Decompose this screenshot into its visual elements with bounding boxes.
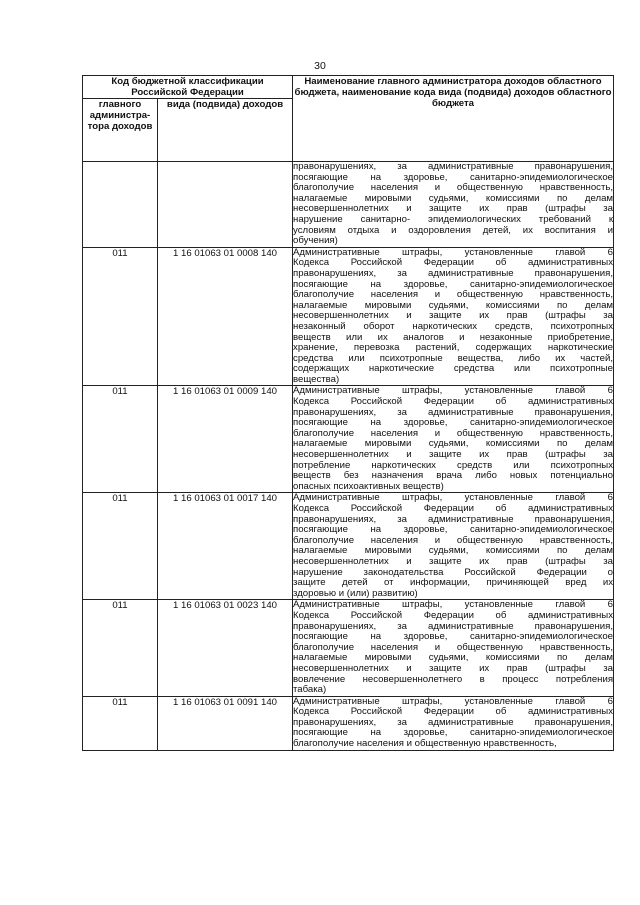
description-line: посягающие на здоровье, санитарно-эпидемиологическое (293, 279, 614, 290)
table-row (83, 696, 614, 750)
description-line: несовершеннолетних и защите их прав (штрафы за (293, 204, 614, 215)
description-line: нарушение законодательства Российской Федерации о (293, 567, 614, 578)
header-income-type-code: вида (подвида) доходов (158, 99, 293, 162)
description-line: Кодекса Российской Федерации об административных (293, 504, 614, 514)
admin-code-cell: 011 (83, 600, 158, 696)
description-line: потребление наркотических средств или психотропных (293, 460, 614, 471)
description-line: налагаемые мировыми судьями, комиссиями по делам (293, 193, 614, 204)
description-line: несовершеннолетних и защите их прав (штрафы за (293, 556, 614, 567)
description-line: вещества) (293, 374, 340, 385)
description-line: налагаемые мировыми судьями, комиссиями по делам (293, 300, 614, 311)
income-name-cell (293, 696, 614, 750)
description-line: несовершеннолетних и защите их прав (штрафы за (293, 663, 614, 674)
description-line: посягающие на здоровье, санитарно-эпидемиологическое (293, 418, 614, 429)
table-row (83, 386, 614, 493)
description-line: защите детей от информации, причиняющей вред их (293, 578, 614, 589)
description-line: Кодекса Российской Федерации об административных (293, 397, 614, 408)
description-line: правонарушениях, за административные правонарушения, (293, 407, 614, 418)
description-line: правонарушениях, за административные правонарушения, (293, 514, 614, 525)
description-line: Административные штрафы, установленные главой 6 (293, 386, 614, 397)
description-line: налагаемые мировыми судьями, комиссиями по делам (293, 546, 614, 557)
description-line: правонарушениях, за административные правонарушения, (293, 162, 614, 172)
description-line: Кодекса Российской Федерации об административных (293, 258, 614, 269)
income-code-cell: 1 16 01063 01 0017 140 (158, 493, 293, 600)
description-line: Кодекса Российской Федерации об административных (293, 610, 614, 621)
description-line: Кодекса Российской Федерации об административных (293, 707, 614, 718)
table-row (83, 247, 614, 386)
description-line: благополучие населения и общественную нравственность, (293, 428, 614, 439)
description-line: правонарушениях, за административные правонарушения, (293, 621, 614, 632)
income-code-cell: 1 16 01063 01 0009 140 (158, 386, 293, 493)
description-line: налагаемые мировыми судьями, комиссиями по делам (293, 653, 614, 664)
income-name-cell (293, 386, 614, 493)
income-name-cell (293, 247, 614, 386)
description-line: посягающие на здоровье, санитарно-эпидемиологическое (293, 525, 614, 536)
income-code-cell: 1 16 01063 01 0091 140 (158, 696, 293, 750)
description-line: хранение, перевозка растений, содержащих наркотические (293, 343, 614, 354)
description-line: правонарушениях, за административные правонарушения, (293, 268, 614, 279)
header-budget-classification-code: Код бюджетной классификации Российской Федерации (83, 76, 293, 99)
description-line: Административные штрафы, установленные главой 6 (293, 493, 614, 504)
income-code-cell: 1 16 01063 01 0008 140 (158, 247, 293, 386)
admin-code-cell: 011 (83, 493, 158, 600)
description-line: обучения) (293, 236, 338, 247)
admin-code-cell: 011 (83, 386, 158, 493)
income-name-cell (293, 600, 614, 696)
description-line: благополучие населения и общественную нравственность, (293, 739, 557, 750)
description-line: здоровью и (или) развитию) (293, 588, 418, 599)
income-name-cell (293, 162, 614, 248)
admin-code-cell (83, 162, 158, 248)
admin-code-cell: 011 (83, 696, 158, 750)
description-line: правонарушениях, за административные правонарушения, (293, 717, 614, 728)
description-line: веществ или их аналогов и незаконные приобретение, (293, 332, 614, 343)
description-line: налагаемые мировыми судьями, комиссиями по делам (293, 439, 614, 450)
description-line: Административные штрафы, установленные главой 6 (293, 696, 614, 707)
description-line: несовершеннолетних и защите их прав (штрафы за (293, 311, 614, 322)
description-line: опасных психоактивных веществ) (293, 481, 444, 492)
income-code-cell (158, 162, 293, 248)
header-administrator-name: Наименование главного администратора доходов областного бюджета, наименование кода вида (подвида) доходов областного бюджета (293, 76, 614, 162)
description-line: табака) (293, 685, 327, 696)
description-line: условиям отдыха и оздоровления детей, их воспитания и (293, 225, 614, 236)
description-line: благополучие населения и общественную нравственность, (293, 642, 614, 653)
header-main-administrator: главного администра-тора доходов (83, 99, 158, 162)
description-line: благополучие населения и общественную нравственность, (293, 290, 614, 301)
budget-classification-table (82, 75, 614, 751)
description-line: вовлечение несовершеннолетнего в процесс потребления (293, 674, 614, 685)
table-body (83, 162, 614, 751)
description-line: веществ без назначения врача либо новых потенциально (293, 471, 614, 482)
page-number: 30 (314, 60, 326, 72)
description-line: Административные штрафы, установленные главой 6 (293, 247, 614, 258)
income-name-cell (293, 493, 614, 600)
description-line: благополучие населения и общественную нравственность, (293, 183, 614, 194)
description-line: средства или психотропные вещества, либо их частей, (293, 353, 614, 364)
description-line: благополучие населения и общественную нравственность, (293, 535, 614, 546)
admin-code-cell: 011 (83, 247, 158, 386)
description-line: посягающие на здоровье, санитарно-эпидемиологическое (293, 632, 614, 643)
table-row (83, 162, 614, 248)
description-line: Административные штрафы, установленные главой 6 (293, 600, 614, 611)
description-line: несовершеннолетних и защите их прав (штрафы за (293, 450, 614, 461)
table-row (83, 600, 614, 696)
description-line: посягающие на здоровье, санитарно-эпидемиологическое (293, 728, 614, 739)
description-line: нарушение санитарно- эпидемиологических требований к (293, 214, 614, 225)
income-code-cell: 1 16 01063 01 0023 140 (158, 600, 293, 696)
description-line: посягающие на здоровье, санитарно-эпидемиологическое (293, 172, 614, 183)
table-row (83, 493, 614, 600)
description-line: незаконный оборот наркотических средств, психотропных (293, 321, 614, 332)
description-line: содержащих наркотические средства или психотропные (293, 364, 614, 375)
